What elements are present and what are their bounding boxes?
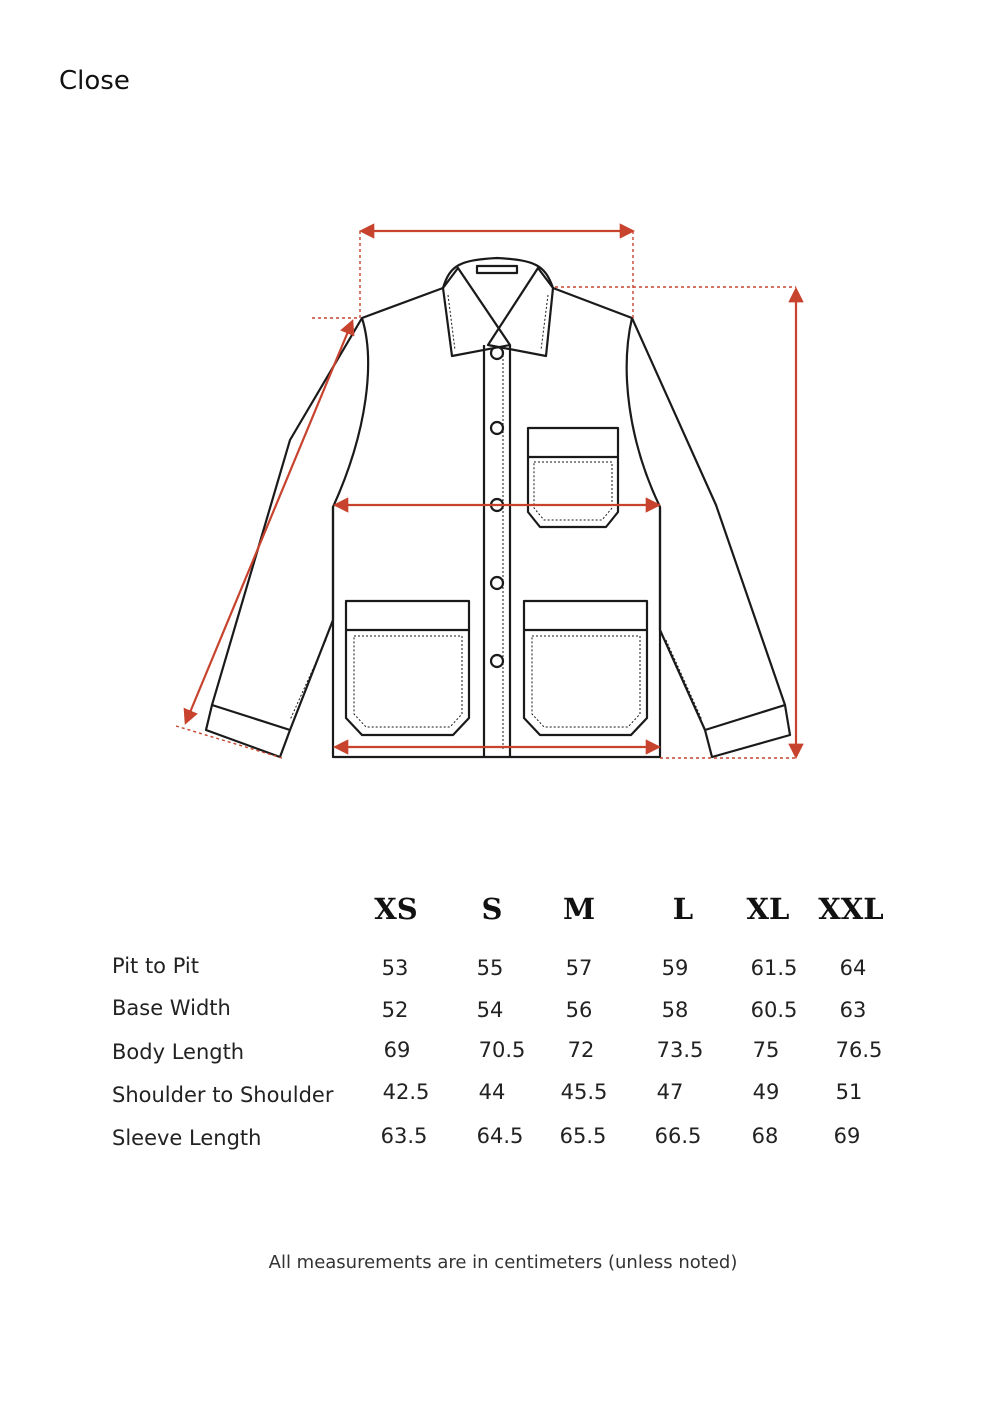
table-cell: 42.5: [382, 1080, 430, 1104]
row-label-shoulder-to-shoulder: Shoulder to Shoulder: [112, 1083, 334, 1107]
table-cell: 63.5: [380, 1124, 428, 1148]
table-cell: 57: [565, 956, 593, 980]
table-cell: 69: [833, 1124, 861, 1148]
table-cell: 73.5: [656, 1038, 704, 1062]
table-cell: 47: [656, 1080, 684, 1104]
close-button[interactable]: Close: [59, 66, 130, 96]
table-cell: 60.5: [750, 998, 798, 1022]
table-cell: 56: [565, 998, 593, 1022]
row-label-sleeve-length: Sleeve Length: [112, 1126, 262, 1150]
table-cell: 45.5: [560, 1080, 608, 1104]
table-cell: 76.5: [835, 1038, 883, 1062]
size-header-xl: XL: [746, 892, 790, 926]
table-cell: 49: [752, 1080, 780, 1104]
row-label-body-length: Body Length: [112, 1040, 245, 1064]
table-cell: 53: [381, 956, 409, 980]
table-cell: 64.5: [476, 1124, 524, 1148]
table-cell: 54: [476, 998, 504, 1022]
table-cell: 65.5: [559, 1124, 607, 1148]
sleeve-length-measure-line: [186, 322, 352, 722]
table-cell: 55: [476, 956, 504, 980]
table-cell: 70.5: [478, 1038, 526, 1062]
table-cell: 44: [478, 1080, 506, 1104]
table-cell: 68: [751, 1124, 779, 1148]
size-header-m: M: [562, 892, 596, 926]
jacket-outline: [206, 258, 790, 757]
table-cell: 61.5: [750, 956, 798, 980]
table-cell: 51: [835, 1080, 863, 1104]
table-cell: 58: [661, 998, 689, 1022]
table-cell: 52: [381, 998, 409, 1022]
table-cell: 72: [567, 1038, 595, 1062]
size-header-xs: XS: [374, 892, 418, 926]
row-label-pit-to-pit: Pit to Pit: [112, 954, 199, 978]
size-chart-table: [0, 880, 994, 1180]
stitching: [290, 295, 702, 750]
table-cell: 66.5: [654, 1124, 702, 1148]
table-cell: 75: [752, 1038, 780, 1062]
table-cell: 63: [839, 998, 867, 1022]
table-cell: 64: [839, 956, 867, 980]
table-cell: 59: [661, 956, 689, 980]
size-header-l: L: [672, 892, 694, 926]
measurement-footnote: All measurements are in centimeters (unless noted): [268, 1252, 738, 1273]
size-header-xxl: XXL: [818, 892, 884, 926]
size-header-s: S: [481, 892, 503, 926]
row-label-base-width: Base Width: [112, 996, 231, 1020]
table-cell: 69: [383, 1038, 411, 1062]
